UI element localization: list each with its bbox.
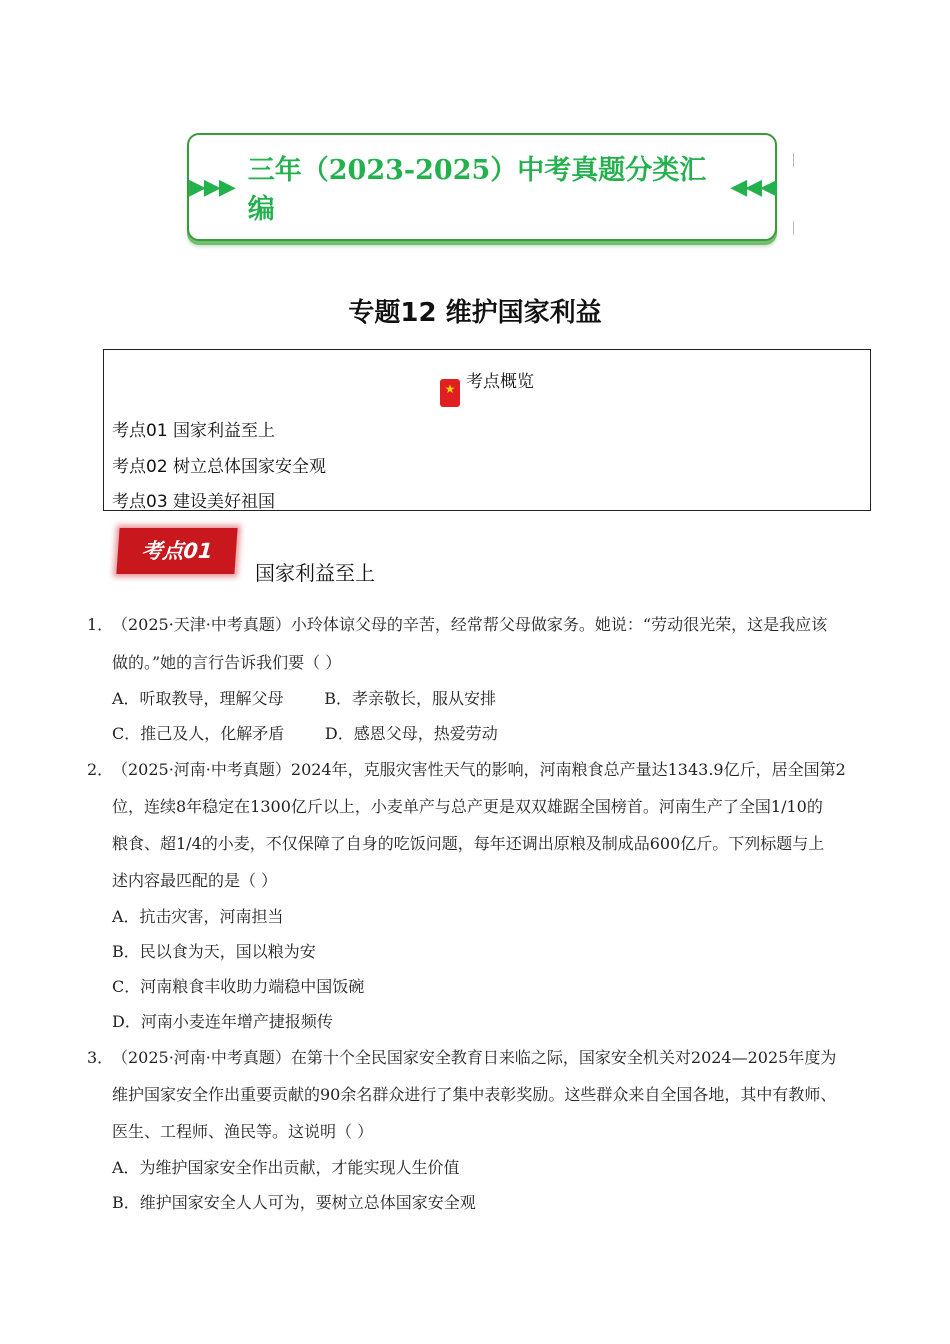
overview-heading-text: 考点概览 — [466, 372, 534, 392]
right-arrows-icon: ▶▶▶ — [189, 174, 234, 200]
question-option: A．抗击灾害，河南担当 — [112, 907, 284, 926]
question-option: B．民以食为天，国以粮为安 — [112, 942, 316, 961]
page-title: 专题12 维护国家利益 — [348, 298, 602, 328]
question-option: C．河南粮食丰收助力端稳中国饭碗 — [112, 977, 365, 996]
margin-tick — [793, 221, 794, 235]
question-text: 做的。”她的言行告诉我们要（ ） — [112, 653, 342, 672]
question-option: C．推己及人，化解矛盾 D．感恩父母，热爱劳动 — [112, 724, 498, 743]
question-option: D．河南小麦连年增产捷报频传 — [112, 1012, 333, 1031]
question-text: （2025·天津·中考真题）小玲体谅父母的辛苦，经常帮父母做家务。她说：“劳动很光荣，这是我应该 — [112, 615, 828, 634]
overview-heading — [104, 367, 870, 407]
book-icon: ★ — [440, 379, 460, 407]
margin-tick — [793, 153, 794, 167]
left-arrows-icon: ◀◀◀ — [730, 174, 775, 200]
overview-item: 考点02 树立总体国家安全观 — [112, 457, 327, 477]
question-text: 述内容最匹配的是（ ） — [112, 871, 278, 890]
question-option: A．为维护国家安全作出贡献，才能实现人生价值 — [112, 1158, 460, 1177]
section-title: 国家利益至上 — [255, 561, 375, 585]
overview-item: 考点03 建设美好祖国 — [112, 492, 276, 512]
title-banner — [187, 133, 777, 241]
section-badge: 考点01 — [116, 528, 237, 574]
overview-item: 考点01 国家利益至上 — [112, 421, 276, 441]
question-text: 医生、工程师、渔民等。这说明（ ） — [112, 1122, 374, 1141]
banner-title: 三年（2023-2025）中考真题分类汇编 — [247, 155, 707, 225]
question-option: B．维护国家安全人人可为，要树立总体国家安全观 — [112, 1193, 476, 1212]
overview-box — [103, 349, 871, 511]
question-text: 位，连续8年稳定在1300亿斤以上，小麦单产与总产更是双双雄踞全国榜首。河南生产了全国1/10的 — [112, 797, 823, 816]
question-text: （2025·河南·中考真题）在第十个全民国家安全教育日来临之际，国家安全机关对2024—2025年度为 — [112, 1048, 837, 1067]
question-number: 3． — [87, 1048, 114, 1067]
question-option: A．听取教导，理解父母 B．孝亲敬长，服从安排 — [112, 689, 497, 708]
question-text: 粮食、超1/4的小麦，不仅保障了自身的吃饭问题，每年还调出原粮及制成品600亿斤。下列标题与上 — [112, 834, 825, 853]
question-text: 维护国家安全作出重要贡献的90余名群众进行了集中表彰奖励。这些群众来自全国各地，其中有教师、 — [112, 1085, 837, 1104]
question-number: 1． — [87, 615, 114, 634]
question-number: 2． — [87, 760, 114, 779]
question-text: （2025·河南·中考真题）2024年，克服灾害性天气的影响，河南粮食总产量达1343.9亿斤，居全国第2 — [112, 760, 846, 779]
